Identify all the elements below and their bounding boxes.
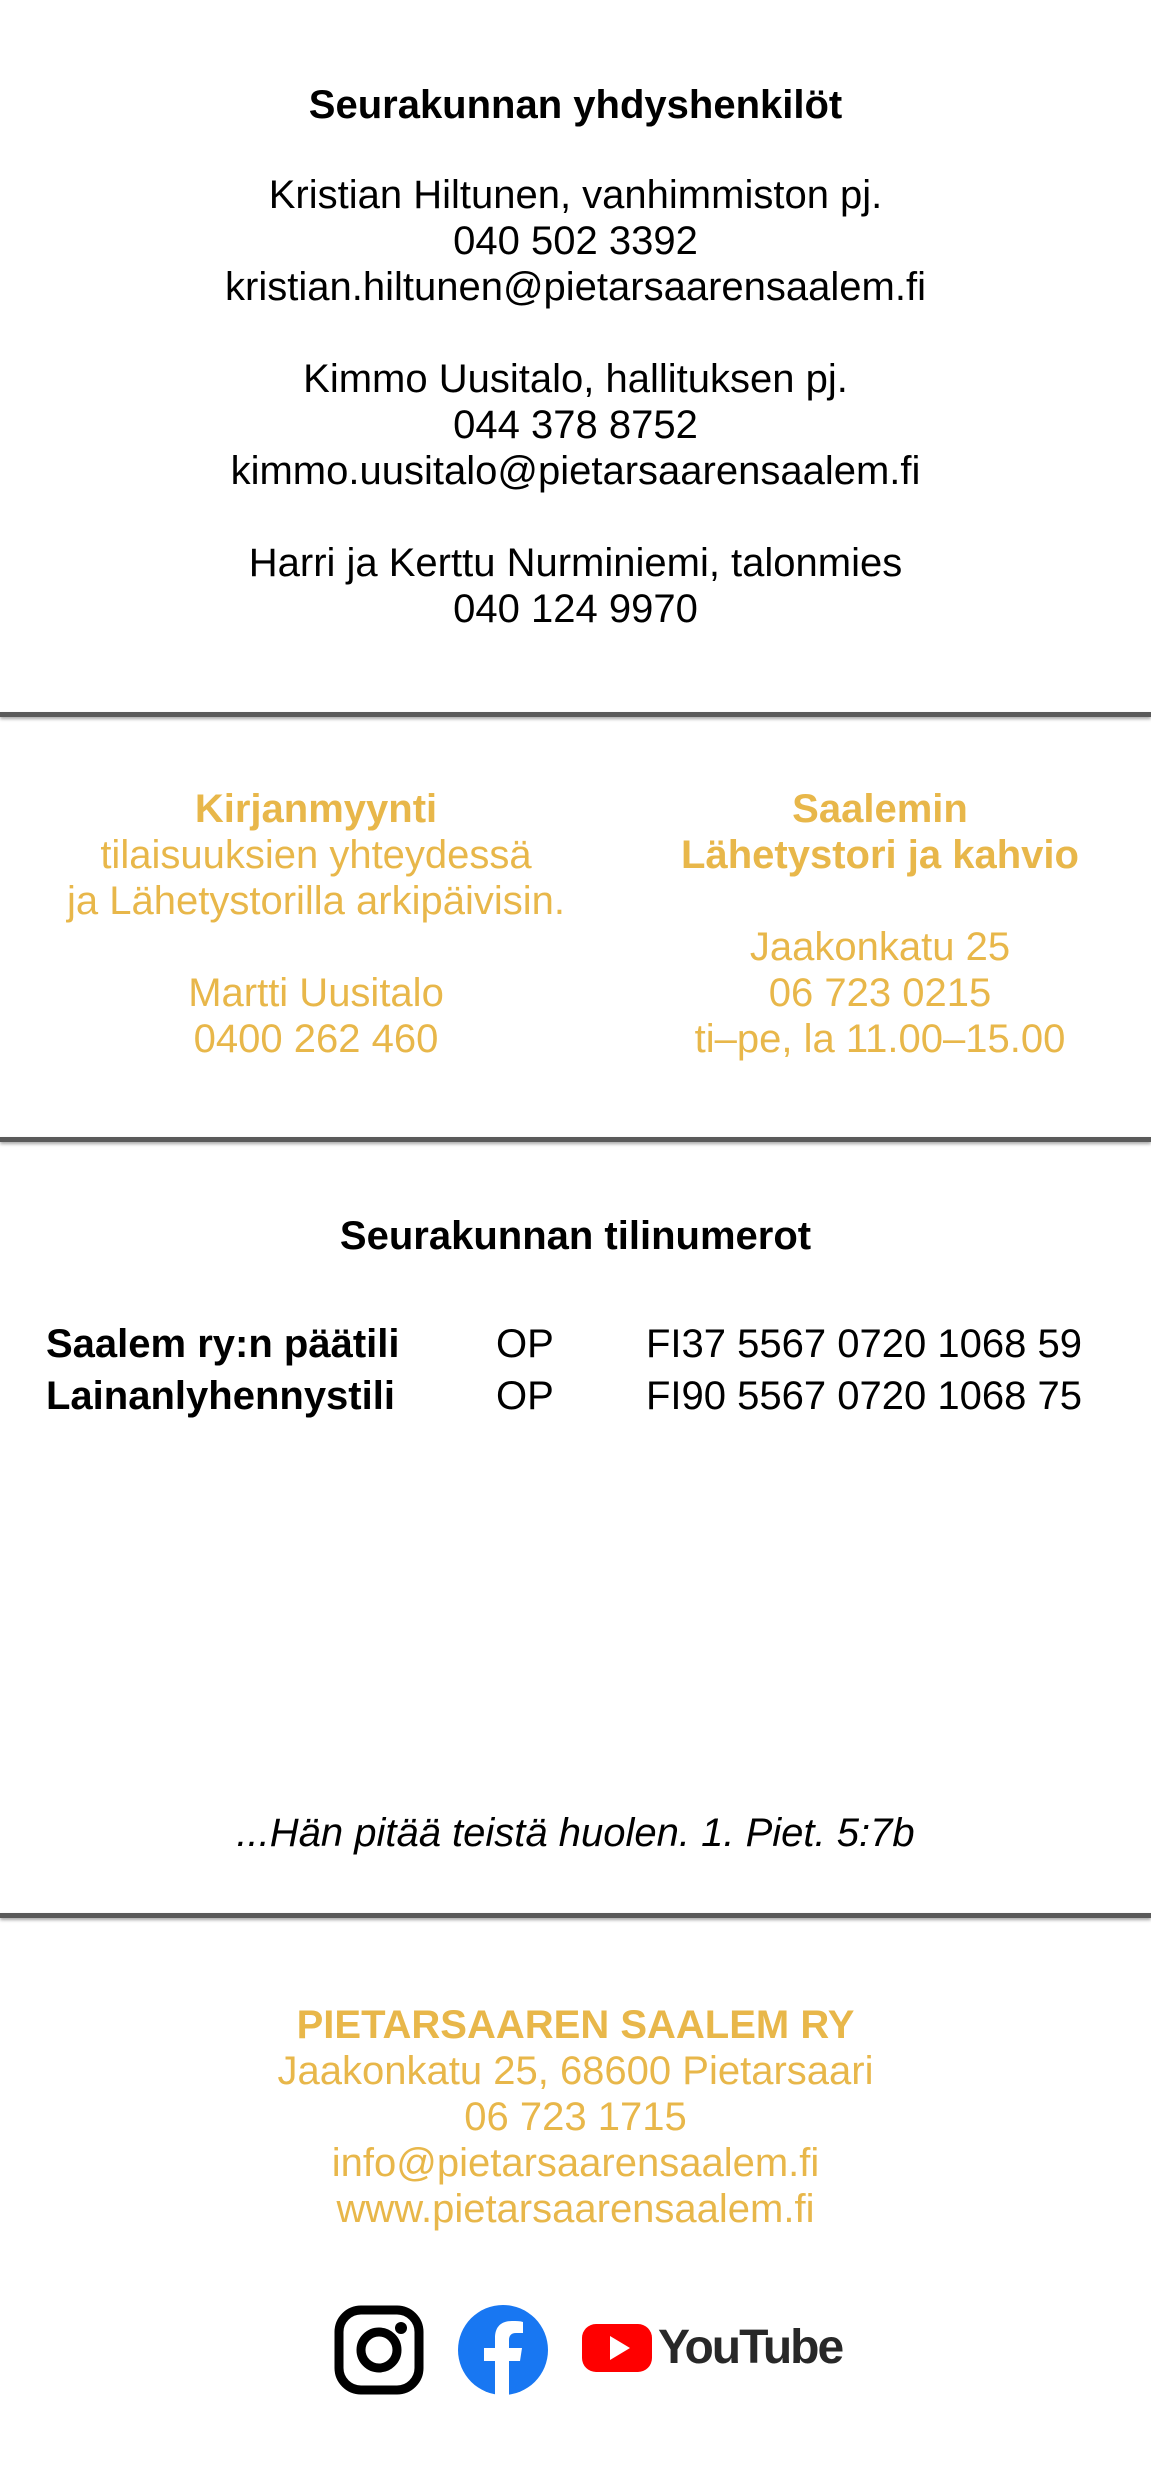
footer-web[interactable]: www.pietarsaarensaalem.fi xyxy=(336,2187,815,2231)
contact-email[interactable]: kristian.hiltunen@pietarsaarensaalem.fi xyxy=(225,265,926,309)
youtube-icon[interactable] xyxy=(582,2320,654,2381)
contact-name: Harri ja Kerttu Nurminiemi, talonmies xyxy=(248,541,903,585)
contact-phone[interactable]: 040 502 3392 xyxy=(453,219,698,263)
section-divider xyxy=(0,1913,1151,1918)
account-row xyxy=(46,1318,1116,1370)
contact-email[interactable]: kimmo.uusitalo@pietarsaarensaalem.fi xyxy=(230,449,921,493)
account-name: Saalem ry:n päätili xyxy=(46,1322,400,1366)
contacts-section xyxy=(0,82,1151,632)
bookshop-line: ja Lähetystorilla arkipäivisin. xyxy=(66,879,565,923)
bookshop-phone[interactable]: 0400 262 460 xyxy=(193,1017,439,1061)
footer-org: PIETARSAAREN SAALEM RY xyxy=(296,2003,855,2047)
footer-email[interactable]: info@pietarsaarensaalem.fi xyxy=(331,2141,820,2185)
account-row xyxy=(46,1370,1116,1422)
instagram-icon[interactable] xyxy=(334,2305,424,2400)
accounts-heading: Seurakunnan tilinumerot xyxy=(339,1214,812,1258)
bookshop-person: Martti Uusitalo xyxy=(188,971,444,1015)
cafe-phone[interactable]: 06 723 0215 xyxy=(768,971,992,1015)
quote-section xyxy=(0,1810,1151,1856)
contact-phone[interactable]: 044 378 8752 xyxy=(453,403,698,447)
section-divider xyxy=(0,712,1151,717)
bible-quote: ...Hän pitää teistä huolen. 1. Piet. 5:7b xyxy=(236,1811,915,1855)
social-links xyxy=(0,2300,1151,2400)
contact-name: Kristian Hiltunen, vanhimmiston pj. xyxy=(268,173,883,217)
contacts-heading: Seurakunnan yhdyshenkilöt xyxy=(308,83,843,127)
section-divider xyxy=(0,1137,1151,1142)
accounts-section xyxy=(0,1213,1151,1259)
cafe-hours: ti–pe, la 11.00–15.00 xyxy=(694,1017,1066,1061)
cafe-address: Jaakonkatu 25 xyxy=(749,925,1011,969)
accounts-table xyxy=(46,1318,1116,1422)
account-bank: OP xyxy=(496,1322,554,1366)
cafe-title: Lähetystori ja kahvio xyxy=(681,833,1079,877)
footer-phone[interactable]: 06 723 1715 xyxy=(464,2095,687,2139)
contact-phone[interactable]: 040 124 9970 xyxy=(453,587,698,631)
cafe-title: Saalemin xyxy=(792,787,968,831)
footer-section xyxy=(0,2002,1151,2232)
youtube-wordmark[interactable]: YouTube xyxy=(658,2321,843,2374)
bookshop-section xyxy=(30,786,602,1062)
account-bank: OP xyxy=(496,1374,554,1418)
account-iban: FI37 5567 0720 1068 59 xyxy=(646,1322,1082,1366)
bookshop-line: tilaisuuksien yhteydessä xyxy=(100,833,532,877)
facebook-icon[interactable] xyxy=(456,2303,550,2402)
cafe-section xyxy=(640,786,1120,1062)
account-name: Lainanlyhennystili xyxy=(46,1374,395,1418)
footer-address: Jaakonkatu 25, 68600 Pietarsaari xyxy=(277,2049,874,2093)
bookshop-title: Kirjanmyynti xyxy=(194,787,438,831)
contact-name: Kimmo Uusitalo, hallituksen pj. xyxy=(303,357,848,401)
account-iban: FI90 5567 0720 1068 75 xyxy=(646,1374,1082,1418)
